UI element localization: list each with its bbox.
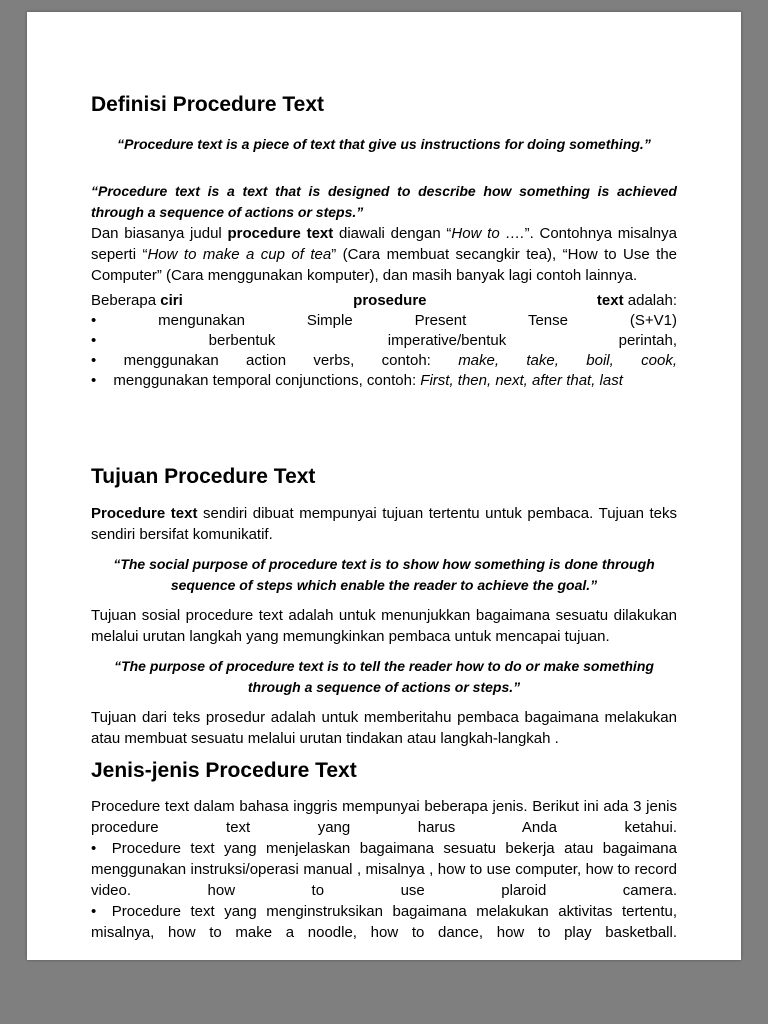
jenis-bullet-1	[91, 838, 677, 901]
text-run: Procedure text yang menginstruksikan bagaimana melakukan aktivitas tertentu, misalnya, how to make a noodle, how to dance, how to play basketball.	[91, 903, 677, 941]
text-run: adalah:	[623, 292, 677, 309]
italic-run: How to make a cup of tea	[147, 246, 332, 263]
tujuan-quote-purpose: “The purpose of procedure text is to tell the reader how to do or make something through a sequence of actions or steps.”	[114, 658, 654, 695]
ciri-bullet-2	[91, 331, 677, 351]
ciri-group-center: prosedure	[353, 292, 427, 309]
text-run: Procedure text yang menjelaskan bagaimana sesuatu bekerja atau bagaimana menggunakan instruksi/operasi manual , misalnya , how to use computer, how to record video. how to use plaroid camera.	[91, 840, 677, 899]
text-run: sendiri dibuat mempunyai tujuan tertentu untuk pembaca. Tujuan teks sendiri bersifat komunikatif.	[91, 505, 677, 543]
heading-definisi: Definisi Procedure Text	[91, 93, 325, 116]
tujuan-paragraph-2: Tujuan sosial procedure text adalah untuk menunjukkan bagaimana sesuatu dilakukan melalui urutan langkah yang memungkinkan pembaca untuk mencapai tujuan.	[91, 607, 677, 645]
section-tujuan	[91, 465, 677, 749]
bold-run: text	[596, 292, 624, 309]
bullet-icon: •	[91, 332, 97, 349]
ciri-bullet-3	[91, 351, 677, 371]
tujuan-quote-social-purpose: “The social purpose of procedure text is to show how something is done through sequence of steps which enable the reader to achieve the goal.”	[113, 556, 655, 593]
text-run: berbentuk imperative/bentuk perintah,	[96, 332, 677, 349]
bullet-icon: •	[91, 903, 97, 920]
italic-run: First, then, next, after that, last	[420, 372, 623, 389]
heading-jenis: Jenis-jenis Procedure Text	[91, 759, 357, 782]
bullet-icon: •	[91, 840, 97, 857]
bullet-icon: •	[91, 352, 97, 369]
text-run: ” (Cara membuat secangkir tea), “How to Use the Computer” (Cara menggunakan komputer), dan masih banyak lagi contoh lainnya.	[91, 246, 678, 284]
ciri-group-right	[597, 291, 677, 311]
bullet-icon: •	[91, 372, 97, 389]
jenis-bullet-2	[91, 901, 677, 943]
ciri-line	[91, 291, 677, 311]
jenis-intro-paragraph: Procedure text dalam bahasa inggris mempunyai beberapa jenis. Berikut ini ada 3 jenis procedure text yang harus Anda ketahui.	[91, 798, 677, 836]
bold-run: Procedure text	[91, 505, 198, 522]
ciri-block	[91, 291, 677, 391]
text-run: menggunakan action verbs, contoh:	[96, 352, 459, 369]
ciri-bullet-1	[91, 311, 677, 331]
document-page	[27, 12, 741, 960]
text-run: Dan biasanya judul	[91, 225, 228, 242]
ciri-bullet-4	[91, 371, 677, 391]
bold-run: procedure text	[227, 225, 334, 242]
definisi-quote-justified: “Procedure text is a text that is designed to describe how something is achieved through a sequence of actions or steps.”	[91, 183, 677, 220]
bold-run: ciri	[160, 292, 183, 309]
tujuan-paragraph-3: Tujuan dari teks prosedur adalah untuk memberitahu pembaca bagaimana melakukan atau membuat sesuatu melalui urutan tindakan atau langkah-langkah .	[91, 709, 677, 747]
text-run: Beberapa	[91, 292, 161, 309]
text-run: menggunakan temporal conjunctions, contoh:	[109, 372, 421, 389]
section-definisi	[91, 93, 677, 391]
section-jenis	[91, 759, 677, 943]
text-run: diawali dengan “	[333, 225, 452, 242]
definisi-intro-paragraph	[91, 223, 677, 286]
definisi-quote-centered: “Procedure text is a piece of text that give us instructions for doing something.”	[117, 136, 651, 152]
text-run: ”. Contohnya misalnya seperti “	[91, 225, 677, 263]
italic-run: How to ….	[451, 225, 525, 242]
heading-tujuan: Tujuan Procedure Text	[91, 465, 316, 488]
italic-run: make, take, boil, cook,	[458, 352, 677, 369]
text-run: mengunakan Simple Present Tense (S+V1)	[96, 312, 677, 329]
ciri-group-left	[91, 291, 183, 311]
bullet-icon: •	[91, 312, 97, 329]
tujuan-paragraph-1	[91, 503, 677, 545]
